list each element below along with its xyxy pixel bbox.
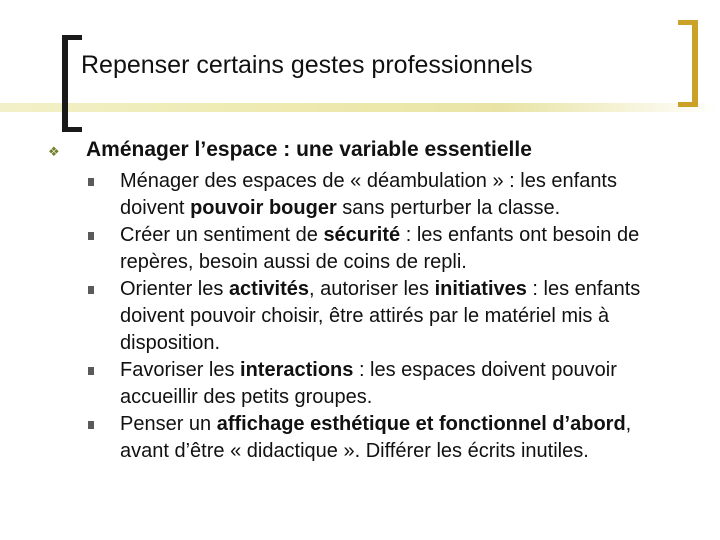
item-text: Penser un — [120, 413, 217, 435]
item-text: , autoriser les — [309, 278, 435, 300]
emphasized-text: affichage esthétique et fonctionnel d’abord — [216, 413, 626, 435]
item-text: Favoriser les — [120, 359, 241, 381]
square-bullet-icon — [88, 367, 94, 375]
list-item — [0, 411, 665, 465]
emphasized-text: sécurité — [323, 224, 401, 246]
left-bracket-decoration — [62, 35, 82, 132]
list-item — [0, 276, 665, 357]
decorative-divider-line — [0, 103, 720, 112]
right-bracket-decoration — [678, 20, 698, 107]
item-text: sans perturber la classe. — [336, 197, 561, 219]
item-text: , avant d’être « didactique ». Différer les écrits inutiles. — [120, 413, 632, 462]
square-bullet-icon — [88, 286, 94, 294]
list-item — [0, 168, 665, 222]
list-item — [0, 222, 665, 276]
square-bullet-icon — [88, 178, 94, 186]
item-text: Ménager des espaces de « déambulation » : les enfants doivent — [120, 170, 617, 219]
item-text: Orienter les — [120, 278, 229, 300]
item-text: : les enfants ont besoin de repères, besoin aussi de coins de repli. — [120, 224, 640, 273]
emphasized-text: interactions — [240, 359, 354, 381]
square-bullet-icon — [88, 232, 94, 240]
slide-title: Repenser certains gestes professionnels — [81, 51, 533, 79]
square-bullet-icon — [88, 421, 94, 429]
main-point: Aménager l’espace : une variable essentielle — [86, 138, 532, 161]
item-text: : les espaces doivent pouvoir accueillir des petits groupes. — [120, 359, 617, 408]
emphasized-text: initiatives — [434, 278, 527, 300]
diamond-bullet-icon: ❖ — [48, 144, 60, 159]
item-text: : les enfants doivent pouvoir choisir, être attirés par le matériel mis à disposition. — [120, 278, 641, 354]
item-text: Créer un sentiment de — [120, 224, 324, 246]
list-item — [0, 357, 665, 411]
emphasized-text: activités — [228, 278, 309, 300]
bullet-list — [0, 168, 720, 465]
emphasized-text: pouvoir bouger — [190, 197, 337, 219]
